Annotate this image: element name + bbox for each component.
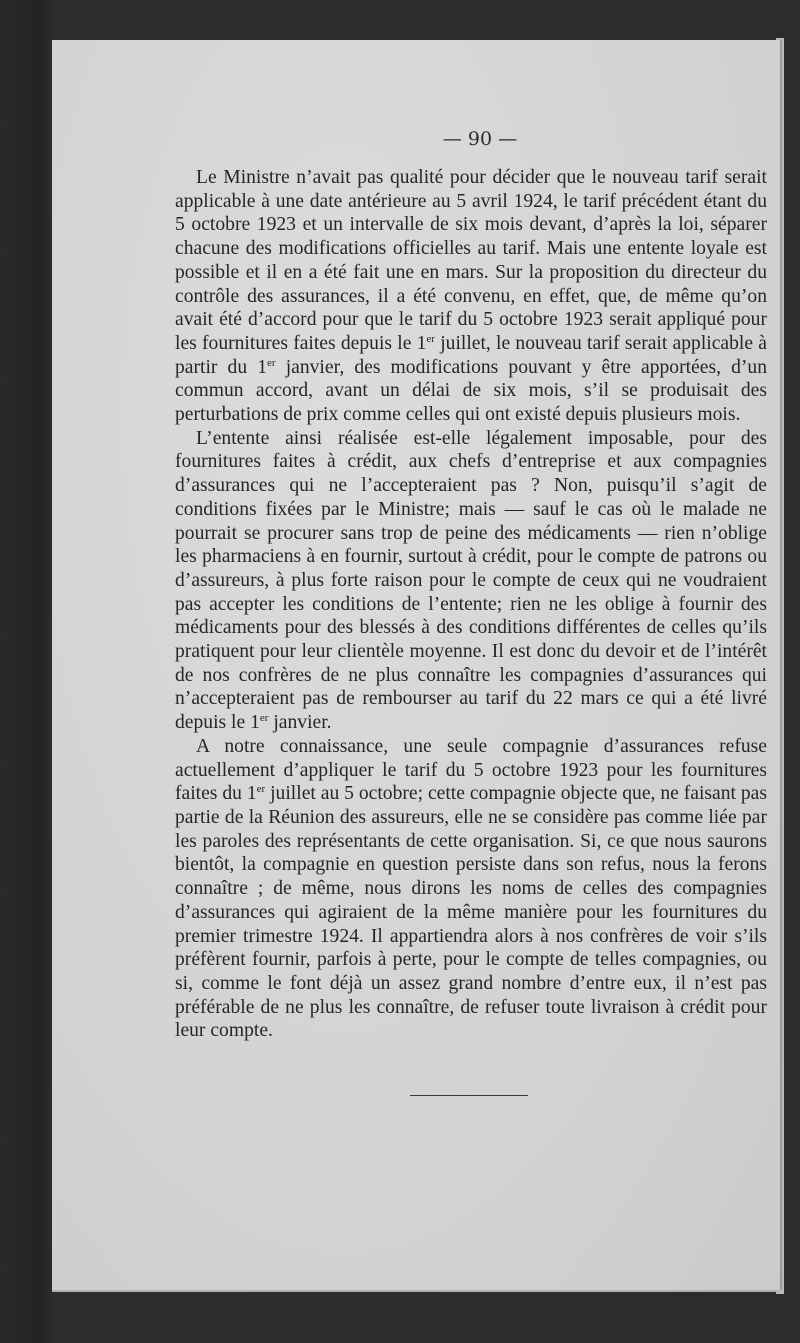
ordinal-superscript: er <box>426 332 435 345</box>
paragraph-3 <box>175 735 767 1043</box>
ordinal-superscript: er <box>256 783 266 796</box>
text-run: L’entente ainsi réalisée est-elle légalement imposable, pour des fournitures faites à crédit, aux chefs d’entreprise et aux compagnies d’assurances qui ne l’accepteraient pas ? Non, puisqu’il s’agit de conditions fixées par le Ministre; mais — sauf le cas où le malade ne pourrait se procurer sans trop de peine des médicaments — rien n’oblige les pharmaciens à en fournir, surtout à crédit, pour le compte de patrons ou d’assureurs, à plus forte raison pour le compte de ceux qui ne voudraient pas accepter les conditions de l’entente; rien ne les oblige à fournir des médicaments pour des blessés à des conditions différentes de celles qu’ils pratiquent pour leur clientèle moyenne. Il est donc du devoir et de l’intérêt de nos confrères de ne plus connaître les compagnies d’assurances qui n’accepteraient pas de rembourser au tarif du 22 mars ce qui a été livré depuis le 1 <box>175 427 767 734</box>
text-run: janvier, des modifications pouvant y être apportées, d’un commun accord, avant un délai de six mois, s’il se produisait des perturbations de prix comme celles qui ont existé depuis plusieurs mois. <box>175 356 767 426</box>
text-run: A notre connaissance, une seule compagnie d’assurances refuse actuellement d’appliquer le tarif du 5 octobre 1923 pour les fournitures faites du 1 <box>175 735 767 805</box>
paragraph-1 <box>175 166 767 427</box>
body-text <box>175 166 767 1043</box>
ordinal-superscript: er <box>267 356 276 369</box>
paragraph-2 <box>175 427 767 735</box>
text-run: Le Ministre n’avait pas qualité pour décider que le nouveau tarif serait applicable à une date antérieure au 5 avril 1924, le tarif précédent étant du 5 octobre 1923 et un intervalle de six mois devant, d’après la loi, séparer chacune des modifications officielles au tarif. Mais une entente loyale est possible et il en a été fait une en mars. Sur la proposition du directeur du contrôle des assurances, il a été convenu, en effet, que, de même qu’on avait été d’accord pour que le tarif du 5 octobre 1923 serait appliqué pour les fournitures faites depuis le 1 <box>175 167 767 354</box>
text-run: juillet, le nouveau tarif serait applicable à partir du 1 <box>175 332 767 378</box>
page-number: — 90 — <box>442 128 518 150</box>
closing-rule <box>410 1095 528 1096</box>
text-run: juillet au 5 octobre; cette compagnie objecte que, ne faisant pas partie de la Réunion des assureurs, elle ne se considère pas comme liée par les paroles des représentants de cette organisation. Si, ce que nous saurons bientôt, la compagnie en question persiste dans son refus, nous la ferons connaître ; de même, nous dirons les noms de celles des compagnies d’assurances qui agiraient de la même manière pour les fournitures du premier trimestre 1924. Il appartiendra alors à nos confrères de voir s’ils préfèrent fournir, parfois à perte, pour le compte de telles compagnies, ou si, comme le font déjà un assez grand nombre d’entre eux, il n’est pas préférable de ne plus les connaître, de refuser toute livraison à crédit pour leur compte. <box>175 783 767 1042</box>
text-run: janvier. <box>268 712 332 734</box>
ordinal-superscript: er <box>259 712 269 725</box>
